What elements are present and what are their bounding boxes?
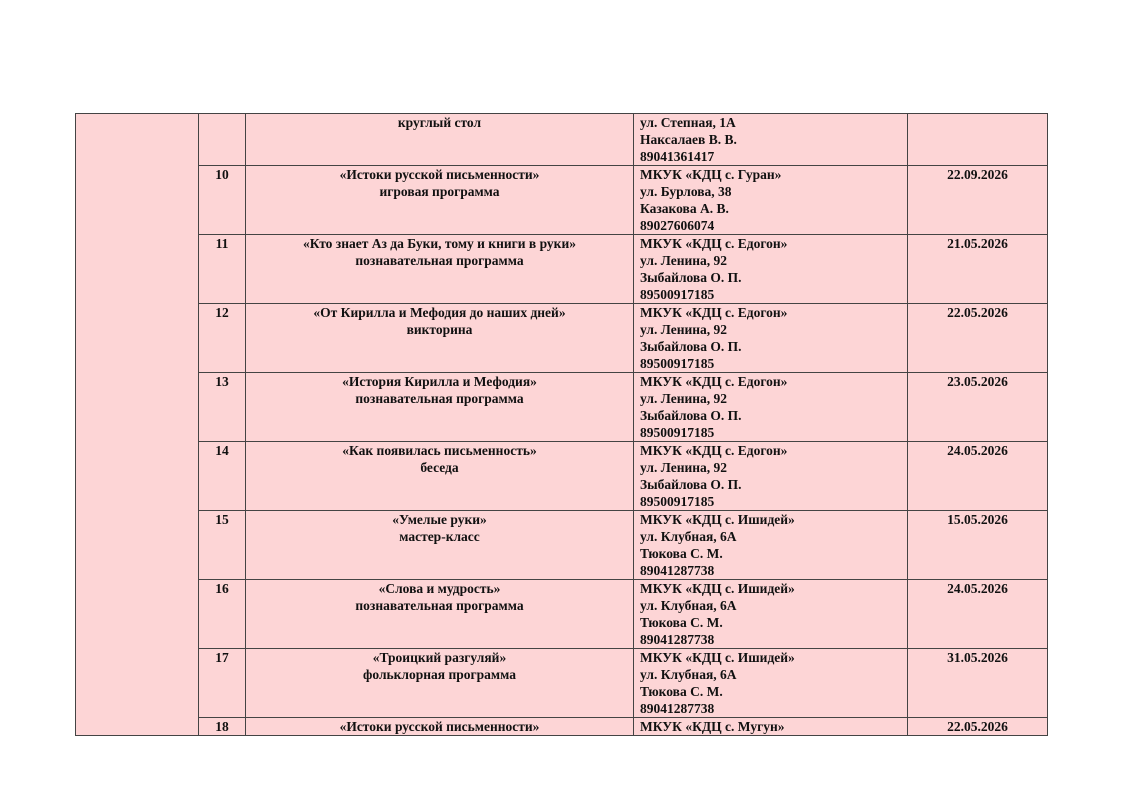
venue-contact-line: ул. Ленина, 92 (640, 322, 728, 337)
merged-section-cell (76, 114, 199, 736)
event-title (246, 511, 634, 580)
venue-contact-line: ул. Клубная, 6А (640, 667, 737, 682)
venue-contact-line: 89041287738 (640, 701, 715, 716)
event-title-line: викторина (406, 322, 473, 337)
venue-contact (634, 442, 908, 511)
event-date (908, 114, 1048, 166)
table-row (76, 373, 1048, 442)
event-title-line: познавательная программа (355, 253, 524, 268)
row-number (199, 114, 246, 166)
venue-contact-line: 89027606074 (640, 218, 715, 233)
event-title-line: познавательная программа (355, 391, 524, 406)
row-number: 17 (199, 649, 246, 718)
event-date: 15.05.2026 (908, 511, 1048, 580)
venue-contact-line: ул. Степная, 1А (640, 115, 736, 130)
venue-contact (634, 304, 908, 373)
venue-contact-line: МКУК «КДЦ с. Едогон» (640, 236, 788, 251)
venue-contact-line: МКУК «КДЦ с. Ишидей» (640, 650, 795, 665)
venue-contact (634, 511, 908, 580)
event-title (246, 114, 634, 166)
row-number: 10 (199, 166, 246, 235)
venue-contact-line: ул. Ленина, 92 (640, 460, 728, 475)
venue-contact (634, 166, 908, 235)
event-title (246, 166, 634, 235)
venue-contact-line: ул. Ленина, 92 (640, 391, 728, 406)
row-number: 13 (199, 373, 246, 442)
event-title (246, 649, 634, 718)
row-number: 18 (199, 718, 246, 736)
venue-contact-line: 89500917185 (640, 356, 715, 371)
event-date: 22.05.2026 (908, 718, 1048, 736)
venue-contact-line: 89500917185 (640, 287, 715, 302)
venue-contact-line: 89500917185 (640, 494, 715, 509)
venue-contact-line: Казакова А. В. (640, 201, 729, 216)
row-number: 11 (199, 235, 246, 304)
venue-contact-line: МКУК «КДЦ с. Едогон» (640, 305, 788, 320)
event-date: 22.05.2026 (908, 304, 1048, 373)
event-date: 22.09.2026 (908, 166, 1048, 235)
venue-contact-line: 89500917185 (640, 425, 715, 440)
row-number: 16 (199, 580, 246, 649)
events-table-body (76, 114, 1048, 736)
venue-contact-line: 89041361417 (640, 149, 715, 164)
venue-contact (634, 373, 908, 442)
venue-contact-line: Тюкова С. М. (640, 546, 723, 561)
venue-contact-line: МКУК «КДЦ с. Едогон» (640, 443, 788, 458)
venue-contact-line: МКУК «КДЦ с. Гуран» (640, 167, 782, 182)
event-title-line: «Истоки русской письменности» (339, 167, 540, 182)
event-date: 24.05.2026 (908, 442, 1048, 511)
events-table (75, 113, 1048, 736)
table-row (76, 304, 1048, 373)
venue-contact-line: 89041287738 (640, 632, 715, 647)
event-title-line: «Кто знает Аз да Буки, тому и книги в руки» (303, 236, 576, 251)
table-row (76, 580, 1048, 649)
venue-contact (634, 718, 908, 736)
venue-contact-line: 89041287738 (640, 563, 715, 578)
event-title (246, 235, 634, 304)
venue-contact-line: Зыбайлова О. П. (640, 408, 742, 423)
table-row (76, 511, 1048, 580)
event-title-line: «Троицкий разгуляй» (372, 650, 507, 665)
table-row (76, 114, 1048, 166)
event-title-line: беседа (420, 460, 459, 475)
event-title (246, 442, 634, 511)
row-number: 14 (199, 442, 246, 511)
table-row (76, 166, 1048, 235)
event-date: 24.05.2026 (908, 580, 1048, 649)
venue-contact-line: Зыбайлова О. П. (640, 270, 742, 285)
event-title (246, 718, 634, 736)
event-title-line: игровая программа (379, 184, 500, 199)
event-date: 31.05.2026 (908, 649, 1048, 718)
event-title-line: мастер-класс (399, 529, 480, 544)
venue-contact-line: Тюкова С. М. (640, 684, 723, 699)
event-date: 21.05.2026 (908, 235, 1048, 304)
event-title-line: «История Кирилла и Мефодия» (342, 374, 537, 389)
table-row (76, 649, 1048, 718)
event-title-line: круглый стол (397, 115, 482, 130)
event-title-line: фольклорная программа (363, 667, 516, 682)
venue-contact-line: ул. Ленина, 92 (640, 253, 728, 268)
event-title-line: познавательная программа (355, 598, 524, 613)
table-row (76, 235, 1048, 304)
venue-contact-line: МКУК «КДЦ с. Ишидей» (640, 512, 795, 527)
venue-contact-line: Тюкова С. М. (640, 615, 723, 630)
event-title (246, 373, 634, 442)
event-title-line: «Умелые руки» (392, 512, 487, 527)
row-number: 15 (199, 511, 246, 580)
venue-contact-line: МКУК «КДЦ с. Ишидей» (640, 581, 795, 596)
venue-contact-line: ул. Клубная, 6А (640, 529, 737, 544)
venue-contact-line: Наксалаев В. В. (640, 132, 737, 147)
venue-contact-line: Зыбайлова О. П. (640, 477, 742, 492)
event-title-line: «От Кирилла и Мефодия до наших дней» (313, 305, 566, 320)
venue-contact (634, 580, 908, 649)
event-title (246, 304, 634, 373)
venue-contact-line: МКУК «КДЦ с. Едогон» (640, 374, 788, 389)
table-row (76, 718, 1048, 736)
venue-contact-line: ул. Клубная, 6А (640, 598, 737, 613)
venue-contact-line: ул. Бурлова, 38 (640, 184, 732, 199)
table-row (76, 442, 1048, 511)
venue-contact-line: Зыбайлова О. П. (640, 339, 742, 354)
event-title-line: «Слова и мудрость» (378, 581, 501, 596)
event-date: 23.05.2026 (908, 373, 1048, 442)
venue-contact (634, 649, 908, 718)
venue-contact (634, 235, 908, 304)
event-title-line: «Истоки русской письменности» (339, 719, 540, 734)
event-title-line: «Как появилась письменность» (342, 443, 537, 458)
event-title (246, 580, 634, 649)
venue-contact (634, 114, 908, 166)
row-number: 12 (199, 304, 246, 373)
venue-contact-line: МКУК «КДЦ с. Мугун» (640, 719, 785, 734)
